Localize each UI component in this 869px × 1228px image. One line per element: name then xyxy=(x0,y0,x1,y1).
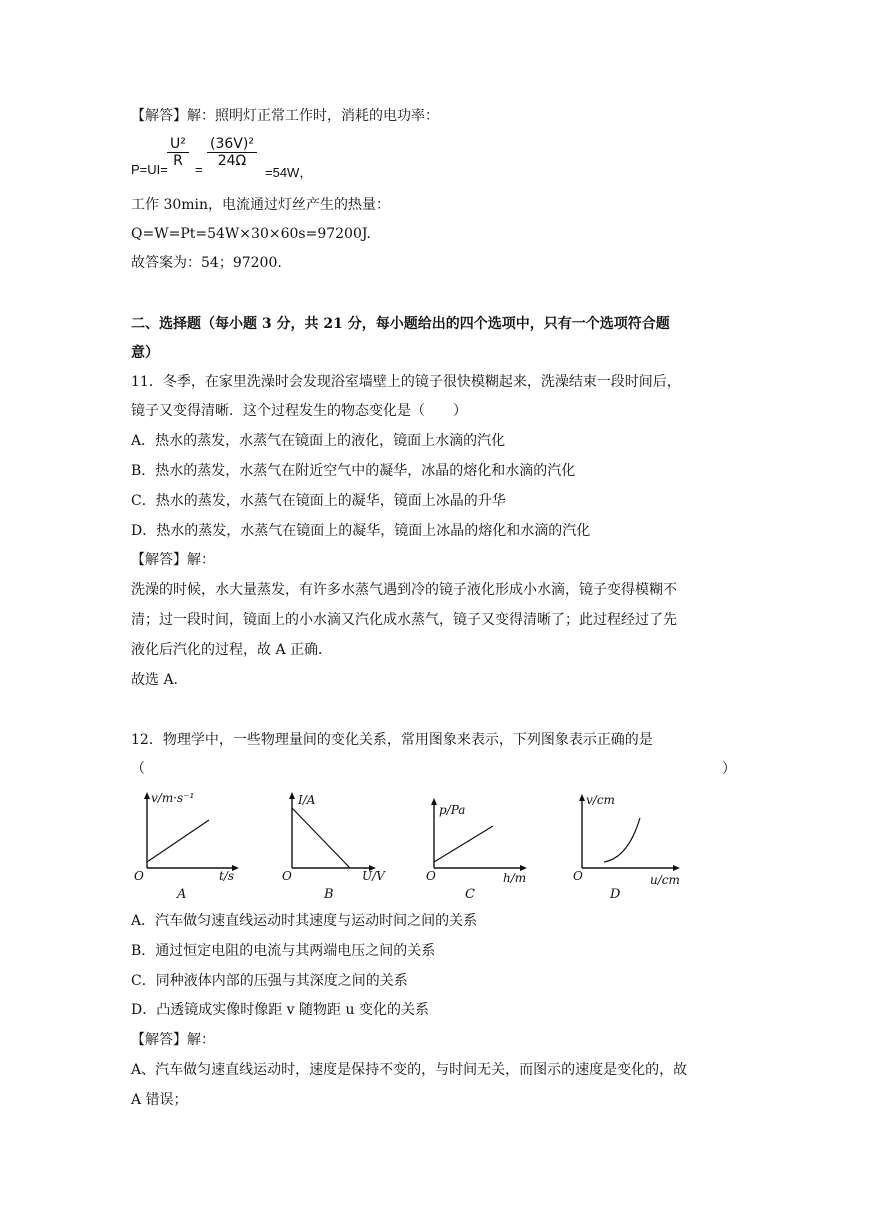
q11-option-c: C．热水的蒸发，水蒸气在镜面上的凝华，镜面上冰晶的升华 xyxy=(131,493,506,509)
graph-c-origin: O xyxy=(426,869,436,883)
graph-b-line xyxy=(292,808,350,868)
graph-c-letter: C xyxy=(465,887,475,902)
graph-b-xlabel: U/V xyxy=(362,869,385,883)
q12-answer-header: 【解答】解： xyxy=(131,1032,215,1048)
graph-d-svg xyxy=(570,788,695,902)
graph-d-letter: D xyxy=(610,887,621,902)
formula-result: =54W， xyxy=(265,165,313,180)
q11-answer-line1: 洗澡的时候，水大量蒸发，有许多水蒸气遇到冷的镜子液化形成小水滴，镜子变得模糊不 xyxy=(131,582,677,598)
q11-conclusion: 故选 A． xyxy=(131,672,188,688)
graph-a-svg xyxy=(131,788,251,902)
graph-a-ylabel: v/m·s⁻¹ xyxy=(151,791,195,805)
answer1-line4: 故答案为：54；97200. xyxy=(131,255,282,271)
q12-answer-line2: A 错误； xyxy=(131,1092,188,1108)
graph-a-xlabel: t/s xyxy=(219,869,235,883)
answer1-line3: Q=W=Pt=54W×30×60s=97200J. xyxy=(131,226,371,242)
q12-option-d: D．凸透镜成实像时像距 v 随物距 u 变化的关系 xyxy=(131,1002,429,1018)
graph-a-letter: A xyxy=(177,887,187,902)
q12-paren-open: （ xyxy=(131,761,145,777)
graph-d-xlabel: u/cm xyxy=(650,873,680,887)
q11-answer-line3: 液化后汽化的过程，故 A 正确． xyxy=(131,642,333,658)
graph-b-ylabel: I/A xyxy=(298,793,316,807)
answer-header-1: 【解答】解：照明灯正常工作时，消耗的电功率： xyxy=(131,108,439,124)
graph-a xyxy=(131,788,251,902)
q12-option-b: B．通过恒定电阻的电流与其两端电压之间的关系 xyxy=(131,943,436,959)
fraction-u2-over-r: $\frac{\text{U²}}{R}$ xyxy=(167,136,189,169)
q12-stem-line1: 12．物理学中，一些物理量间的变化关系，常用图象来表示，下列图象表示正确的是 xyxy=(131,732,653,748)
graph-b-origin: O xyxy=(282,869,292,883)
q11-answer-line2: 清；过一段时间，镜面上的小水滴又汽化成水蒸气，镜子又变得清晰了；此过程经过了先 xyxy=(131,612,677,628)
graph-b-svg xyxy=(276,788,396,902)
q12-paren-close: ） xyxy=(722,761,736,777)
q12-option-c: C．同种液体内部的压强与其深度之间的关系 xyxy=(131,973,408,989)
section2-title-line2: 意） xyxy=(131,345,159,361)
graph-c-ylabel: p/Pa xyxy=(439,803,466,817)
graph-a-line xyxy=(147,820,209,862)
q12-option-a: A．汽车做匀速直线运动时其速度与运动时间之间的关系 xyxy=(131,913,478,929)
graph-d-ylabel: v/cm xyxy=(586,793,615,807)
formula-equals: = xyxy=(195,162,203,177)
graph-c-line xyxy=(434,826,493,862)
graph-d-origin: O xyxy=(573,869,583,883)
graph-c xyxy=(423,788,543,902)
q11-stem-line2: 镜子又变得清晰．这个过程发生的物态变化是（ ） xyxy=(131,403,467,419)
graph-d xyxy=(570,788,695,902)
q11-option-d: D．热水的蒸发，水蒸气在镜面上的凝华，镜面上冰晶的熔化和水滴的汽化 xyxy=(131,523,591,539)
fraction-36v-over-24ohm: $\frac{\text{(36V)²}}{24\Omega}$ xyxy=(207,136,257,169)
answer1-line2: 工作 30min，电流通过灯丝产生的热量： xyxy=(131,197,391,213)
graph-d-curve xyxy=(604,818,640,862)
formula-prefix: P=UI= xyxy=(131,162,168,177)
q11-stem-line1: 11．冬季，在家里洗澡时会发现浴室墙壁上的镜子很快模糊起来，洗澡结束一段时间后， xyxy=(131,374,681,390)
graph-b xyxy=(276,788,396,902)
graph-c-svg xyxy=(423,788,543,902)
graph-a-origin: O xyxy=(134,869,144,883)
section2-title-line1: 二、选择题（每小题 3 分，共 21 分，每小题给出的四个选项中，只有一个选项符合题 xyxy=(131,316,670,332)
graph-c-xlabel: h/m xyxy=(503,871,527,885)
graph-b-letter: B xyxy=(324,887,334,902)
power-formula xyxy=(131,134,431,184)
q12-answer-line1: A、汽车做匀速直线运动时，速度是保持不变的，与时间无关，而图示的速度是变化的，故 xyxy=(131,1062,688,1078)
q11-answer-header: 【解答】解： xyxy=(131,552,215,568)
q11-option-a: A．热水的蒸发，水蒸气在镜面上的液化，镜面上水滴的汽化 xyxy=(131,433,506,449)
q11-option-b: B．热水的蒸发，水蒸气在附近空气中的凝华，冰晶的熔化和水滴的汽化 xyxy=(131,463,576,479)
